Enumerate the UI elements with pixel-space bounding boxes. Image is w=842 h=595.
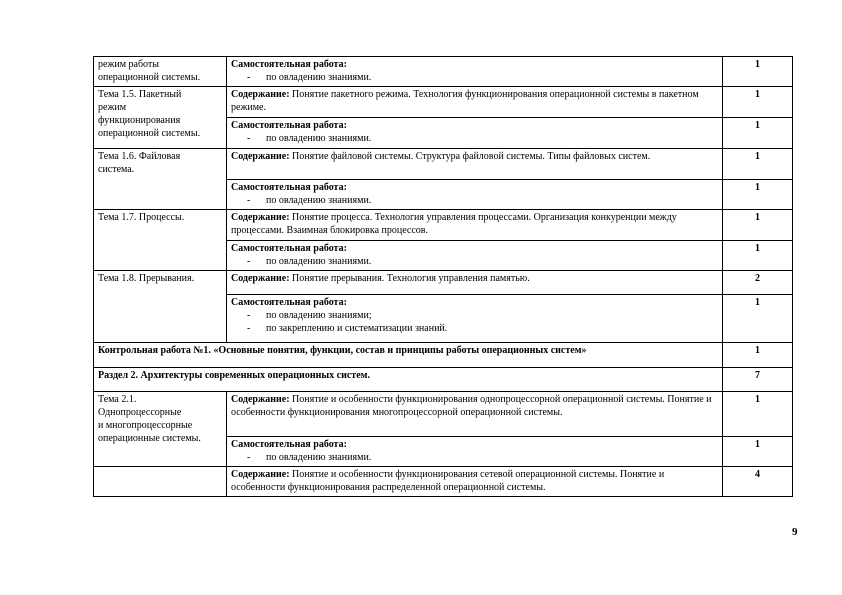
hours-cell: 1 <box>723 57 793 87</box>
table-row <box>94 210 793 241</box>
bullet-text: по овладению знаниями. <box>266 256 372 267</box>
topic-line: Тема 1.7. Процессы. <box>98 212 185 223</box>
content-paragraph <box>231 438 718 451</box>
hours-cell: 1 <box>723 343 793 368</box>
bullet-dash: - <box>247 72 251 83</box>
content-cell <box>227 118 723 149</box>
content-text: Понятие прерывания. Технология управления памятью. <box>292 273 530 284</box>
section-title-cell: Раздел 2. Архитектуры современных операционных систем. <box>94 368 723 392</box>
content-cell <box>227 57 723 87</box>
bullet-text: по овладению знаниями; <box>266 310 372 321</box>
topic-line: Тема 1.5. Пакетный <box>98 89 182 100</box>
topic-line: операционной системы. <box>98 72 201 83</box>
table-row <box>94 87 793 118</box>
bullet-dash: - <box>247 256 251 267</box>
bullet-text: по закреплению и систематизации знаний. <box>266 323 448 334</box>
topic-line: Однопроцессорные <box>98 407 182 418</box>
content-paragraph <box>231 58 718 71</box>
hours-cell: 4 <box>723 467 793 497</box>
content-cell <box>227 87 723 118</box>
bullet-item <box>231 194 718 207</box>
content-text: Понятие процесса. Технология управления процессами. Организация конкуренции между процессами. Взаимная блокировка процессов. <box>231 212 677 236</box>
content-paragraph <box>231 119 718 132</box>
curriculum-table-body <box>94 57 793 497</box>
content-paragraph <box>231 150 718 163</box>
hours-cell: 1 <box>723 241 793 271</box>
topic-line: операционные системы. <box>98 433 201 444</box>
content-cell <box>227 437 723 467</box>
content-label: Самостоятельная работа: <box>231 59 347 70</box>
content-text: Понятие и особенности функционирования однопроцессорной операционной системы. Понятие и особенности функционирования многопроцессорной операционной системы. <box>231 394 712 418</box>
content-label: Самостоятельная работа: <box>231 182 347 193</box>
content-label: Содержание: <box>231 273 290 284</box>
content-paragraph <box>231 88 718 114</box>
table-row <box>94 467 793 497</box>
topic-line: функционирования <box>98 115 181 126</box>
content-paragraph <box>231 242 718 255</box>
page-number: 9 <box>792 526 798 538</box>
content-cell <box>227 467 723 497</box>
bullet-text: по овладению знаниями. <box>266 452 372 463</box>
topic-cell <box>94 57 227 87</box>
bullet-text: по овладению знаниями. <box>266 195 372 206</box>
bullet-item <box>231 132 718 145</box>
content-paragraph <box>231 296 718 309</box>
content-cell <box>227 241 723 271</box>
bullet-dash: - <box>247 195 251 206</box>
table-row <box>94 392 793 437</box>
hours-cell: 1 <box>723 149 793 180</box>
content-cell <box>227 180 723 210</box>
table-row <box>94 368 793 392</box>
topic-line: система. <box>98 164 135 175</box>
hours-cell: 1 <box>723 118 793 149</box>
topic-cell <box>94 467 227 497</box>
content-label: Самостоятельная работа: <box>231 120 347 131</box>
content-label: Содержание: <box>231 151 290 162</box>
topic-cell <box>94 392 227 467</box>
bullet-dash: - <box>247 133 251 144</box>
bullet-item <box>231 322 718 335</box>
content-label: Самостоятельная работа: <box>231 439 347 450</box>
hours-cell: 2 <box>723 271 793 295</box>
content-text: Понятие файловой системы. Структура файловой системы. Типы файловых систем. <box>292 151 651 162</box>
table-row <box>94 149 793 180</box>
content-paragraph <box>231 468 718 494</box>
content-label: Самостоятельная работа: <box>231 297 347 308</box>
content-cell <box>227 295 723 343</box>
topic-cell <box>94 149 227 210</box>
table-row <box>94 271 793 295</box>
content-label: Содержание: <box>231 394 290 405</box>
hours-cell: 1 <box>723 437 793 467</box>
topic-line: Тема 1.6. Файловая <box>98 151 181 162</box>
topic-cell <box>94 210 227 271</box>
topic-line: Тема 1.8. Прерывания. <box>98 273 195 284</box>
content-text: Понятие пакетного режима. Технология функционирования операционной системы в пакетном режиме. <box>231 89 699 113</box>
hours-cell: 1 <box>723 180 793 210</box>
hours-cell: 1 <box>723 210 793 241</box>
bullet-dash: - <box>247 310 251 321</box>
hours-cell: 7 <box>723 368 793 392</box>
hours-cell: 1 <box>723 295 793 343</box>
topic-line: и многопроцессорные <box>98 420 193 431</box>
bullet-item <box>231 309 718 322</box>
topic-cell <box>94 271 227 343</box>
topic-line: режим <box>98 102 127 113</box>
topic-line: операционной системы. <box>98 128 201 139</box>
bullet-dash: - <box>247 323 251 334</box>
bullet-item <box>231 451 718 464</box>
content-cell <box>227 149 723 180</box>
content-paragraph <box>231 181 718 194</box>
content-text: Понятие и особенности функционирования сетевой операционной системы. Понятие и особенности функционирования распределенной операционной системы. <box>231 469 665 493</box>
hours-cell: 1 <box>723 392 793 437</box>
bullet-text: по овладению знаниями. <box>266 133 372 144</box>
curriculum-table <box>93 56 793 497</box>
table-row <box>94 343 793 368</box>
bullet-text: по овладению знаниями. <box>266 72 372 83</box>
section-title-cell: Контрольная работа №1. «Основные понятия, функции, состав и принципы работы операционных систем» <box>94 343 723 368</box>
bullet-item <box>231 71 718 84</box>
content-label: Самостоятельная работа: <box>231 243 347 254</box>
bullet-dash: - <box>247 452 251 463</box>
content-cell <box>227 210 723 241</box>
topic-cell <box>94 87 227 149</box>
content-label: Содержание: <box>231 89 290 100</box>
table-row <box>94 57 793 87</box>
topic-line: Тема 2.1. <box>98 394 137 405</box>
topic-line: режим работы <box>98 59 160 70</box>
content-paragraph <box>231 211 718 237</box>
hours-cell: 1 <box>723 87 793 118</box>
content-cell <box>227 271 723 295</box>
content-label: Содержание: <box>231 212 290 223</box>
bullet-item <box>231 255 718 268</box>
content-label: Содержание: <box>231 469 290 480</box>
content-paragraph <box>231 272 718 285</box>
content-cell <box>227 392 723 437</box>
content-paragraph <box>231 393 718 419</box>
